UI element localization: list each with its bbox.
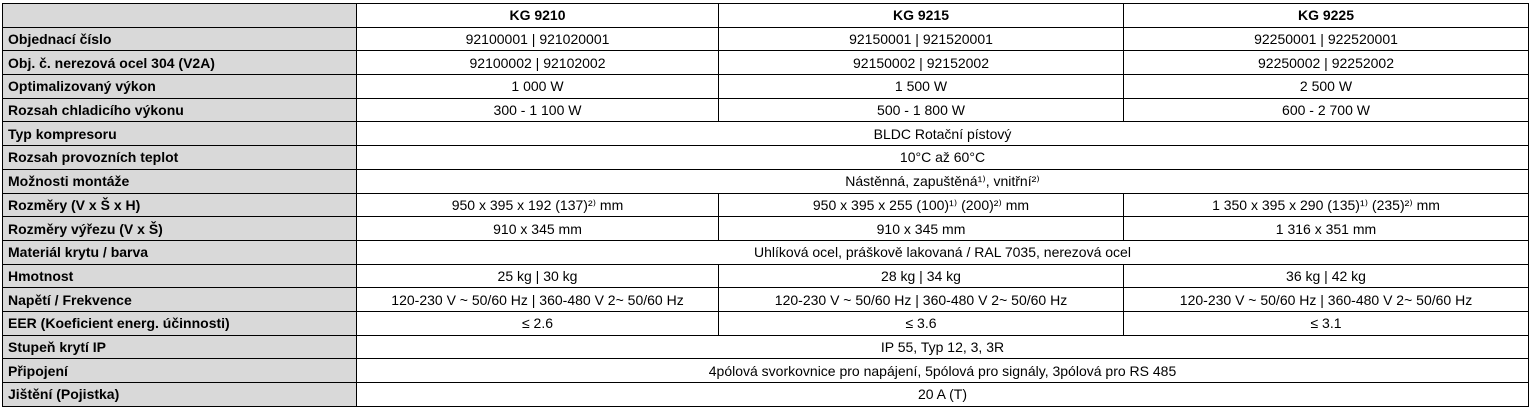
value-cell: 92150002 | 92152002 (719, 51, 1124, 75)
model-header: KG 9215 (719, 4, 1124, 28)
value-cell: 950 x 395 x 255 (100)¹⁾ (200)²⁾ mm (719, 193, 1124, 217)
row-label: Rozsah chladicího výkonu (3, 98, 357, 122)
table-row (3, 359, 1529, 383)
row-label: Objednací číslo (3, 27, 357, 51)
row-label: Materiál krytu / barva (3, 240, 357, 264)
value-cell: 2 500 W (1124, 75, 1529, 99)
table-row (3, 146, 1529, 170)
value-cell-all-models: 20 A (T) (357, 383, 1529, 407)
value-cell: 300 - 1 100 W (357, 98, 719, 122)
value-cell: 28 kg | 34 kg (719, 264, 1124, 288)
header-row (3, 4, 1529, 28)
row-label: Rozměry (V x Š x H) (3, 193, 357, 217)
table-row (3, 75, 1529, 99)
table-row (3, 98, 1529, 122)
row-label: Připojení (3, 359, 357, 383)
row-label: Hmotnost (3, 264, 357, 288)
table-row (3, 264, 1529, 288)
table-row (3, 169, 1529, 193)
value-cell: 1 000 W (357, 75, 719, 99)
row-label: Rozměry výřezu (V x Š) (3, 217, 357, 241)
value-cell: 120-230 V ~ 50/60 Hz | 360-480 V 2~ 50/60 Hz (719, 288, 1124, 312)
row-label: Optimalizovaný výkon (3, 75, 357, 99)
header-corner-cell (3, 4, 357, 28)
model-header: KG 9225 (1124, 4, 1529, 28)
value-cell: 910 x 345 mm (719, 217, 1124, 241)
value-cell-all-models: Uhlíková ocel, práškově lakovaná / RAL 7035, nerezová ocel (357, 240, 1529, 264)
table-row (3, 193, 1529, 217)
table-row (3, 51, 1529, 75)
table-row (3, 335, 1529, 359)
value-cell-all-models: BLDC Rotační pístový (357, 122, 1529, 146)
value-cell: 600 - 2 700 W (1124, 98, 1529, 122)
table-row (3, 122, 1529, 146)
model-header: KG 9210 (357, 4, 719, 28)
row-label: Obj. č. nerezová ocel 304 (V2A) (3, 51, 357, 75)
value-cell: 92150001 | 921520001 (719, 27, 1124, 51)
value-cell: 25 kg | 30 kg (357, 264, 719, 288)
value-cell: 1 500 W (719, 75, 1124, 99)
row-label: Rozsah provozních teplot (3, 146, 357, 170)
table-row (3, 217, 1529, 241)
value-cell: 120-230 V ~ 50/60 Hz | 360-480 V 2~ 50/60 Hz (357, 288, 719, 312)
value-cell: 1 350 x 395 x 290 (135)¹⁾ (235)²⁾ mm (1124, 193, 1529, 217)
value-cell: 950 x 395 x 192 (137)²⁾ mm (357, 193, 719, 217)
value-cell: 92100002 | 92102002 (357, 51, 719, 75)
value-cell: 910 x 345 mm (357, 217, 719, 241)
row-label: EER (Koeficient energ. účinnosti) (3, 311, 357, 335)
value-cell-all-models: 4pólová svorkovnice pro napájení, 5pólová pro signály, 3pólová pro RS 485 (357, 359, 1529, 383)
row-label: Jištění (Pojistka) (3, 383, 357, 407)
table-row (3, 383, 1529, 407)
value-cell: 92250002 | 92252002 (1124, 51, 1529, 75)
value-cell-all-models: Nástěnná, zapuštěná¹⁾, vnitřní²⁾ (357, 169, 1529, 193)
value-cell: ≤ 2.6 (357, 311, 719, 335)
value-cell-all-models: 10°C až 60°C (357, 146, 1529, 170)
value-cell: 1 316 x 351 mm (1124, 217, 1529, 241)
table-row (3, 27, 1529, 51)
value-cell: ≤ 3.1 (1124, 311, 1529, 335)
row-label: Typ kompresoru (3, 122, 357, 146)
row-label: Stupeň krytí IP (3, 335, 357, 359)
row-label: Napětí / Frekvence (3, 288, 357, 312)
value-cell: 92100001 | 921020001 (357, 27, 719, 51)
table-row (3, 288, 1529, 312)
specifications-table (2, 3, 1529, 407)
row-label: Možnosti montáže (3, 169, 357, 193)
value-cell-all-models: IP 55, Typ 12, 3, 3R (357, 335, 1529, 359)
value-cell: ≤ 3.6 (719, 311, 1124, 335)
value-cell: 120-230 V ~ 50/60 Hz | 360-480 V 2~ 50/60 Hz (1124, 288, 1529, 312)
value-cell: 92250001 | 922520001 (1124, 27, 1529, 51)
table-row (3, 240, 1529, 264)
value-cell: 36 kg | 42 kg (1124, 264, 1529, 288)
table-row (3, 311, 1529, 335)
value-cell: 500 - 1 800 W (719, 98, 1124, 122)
